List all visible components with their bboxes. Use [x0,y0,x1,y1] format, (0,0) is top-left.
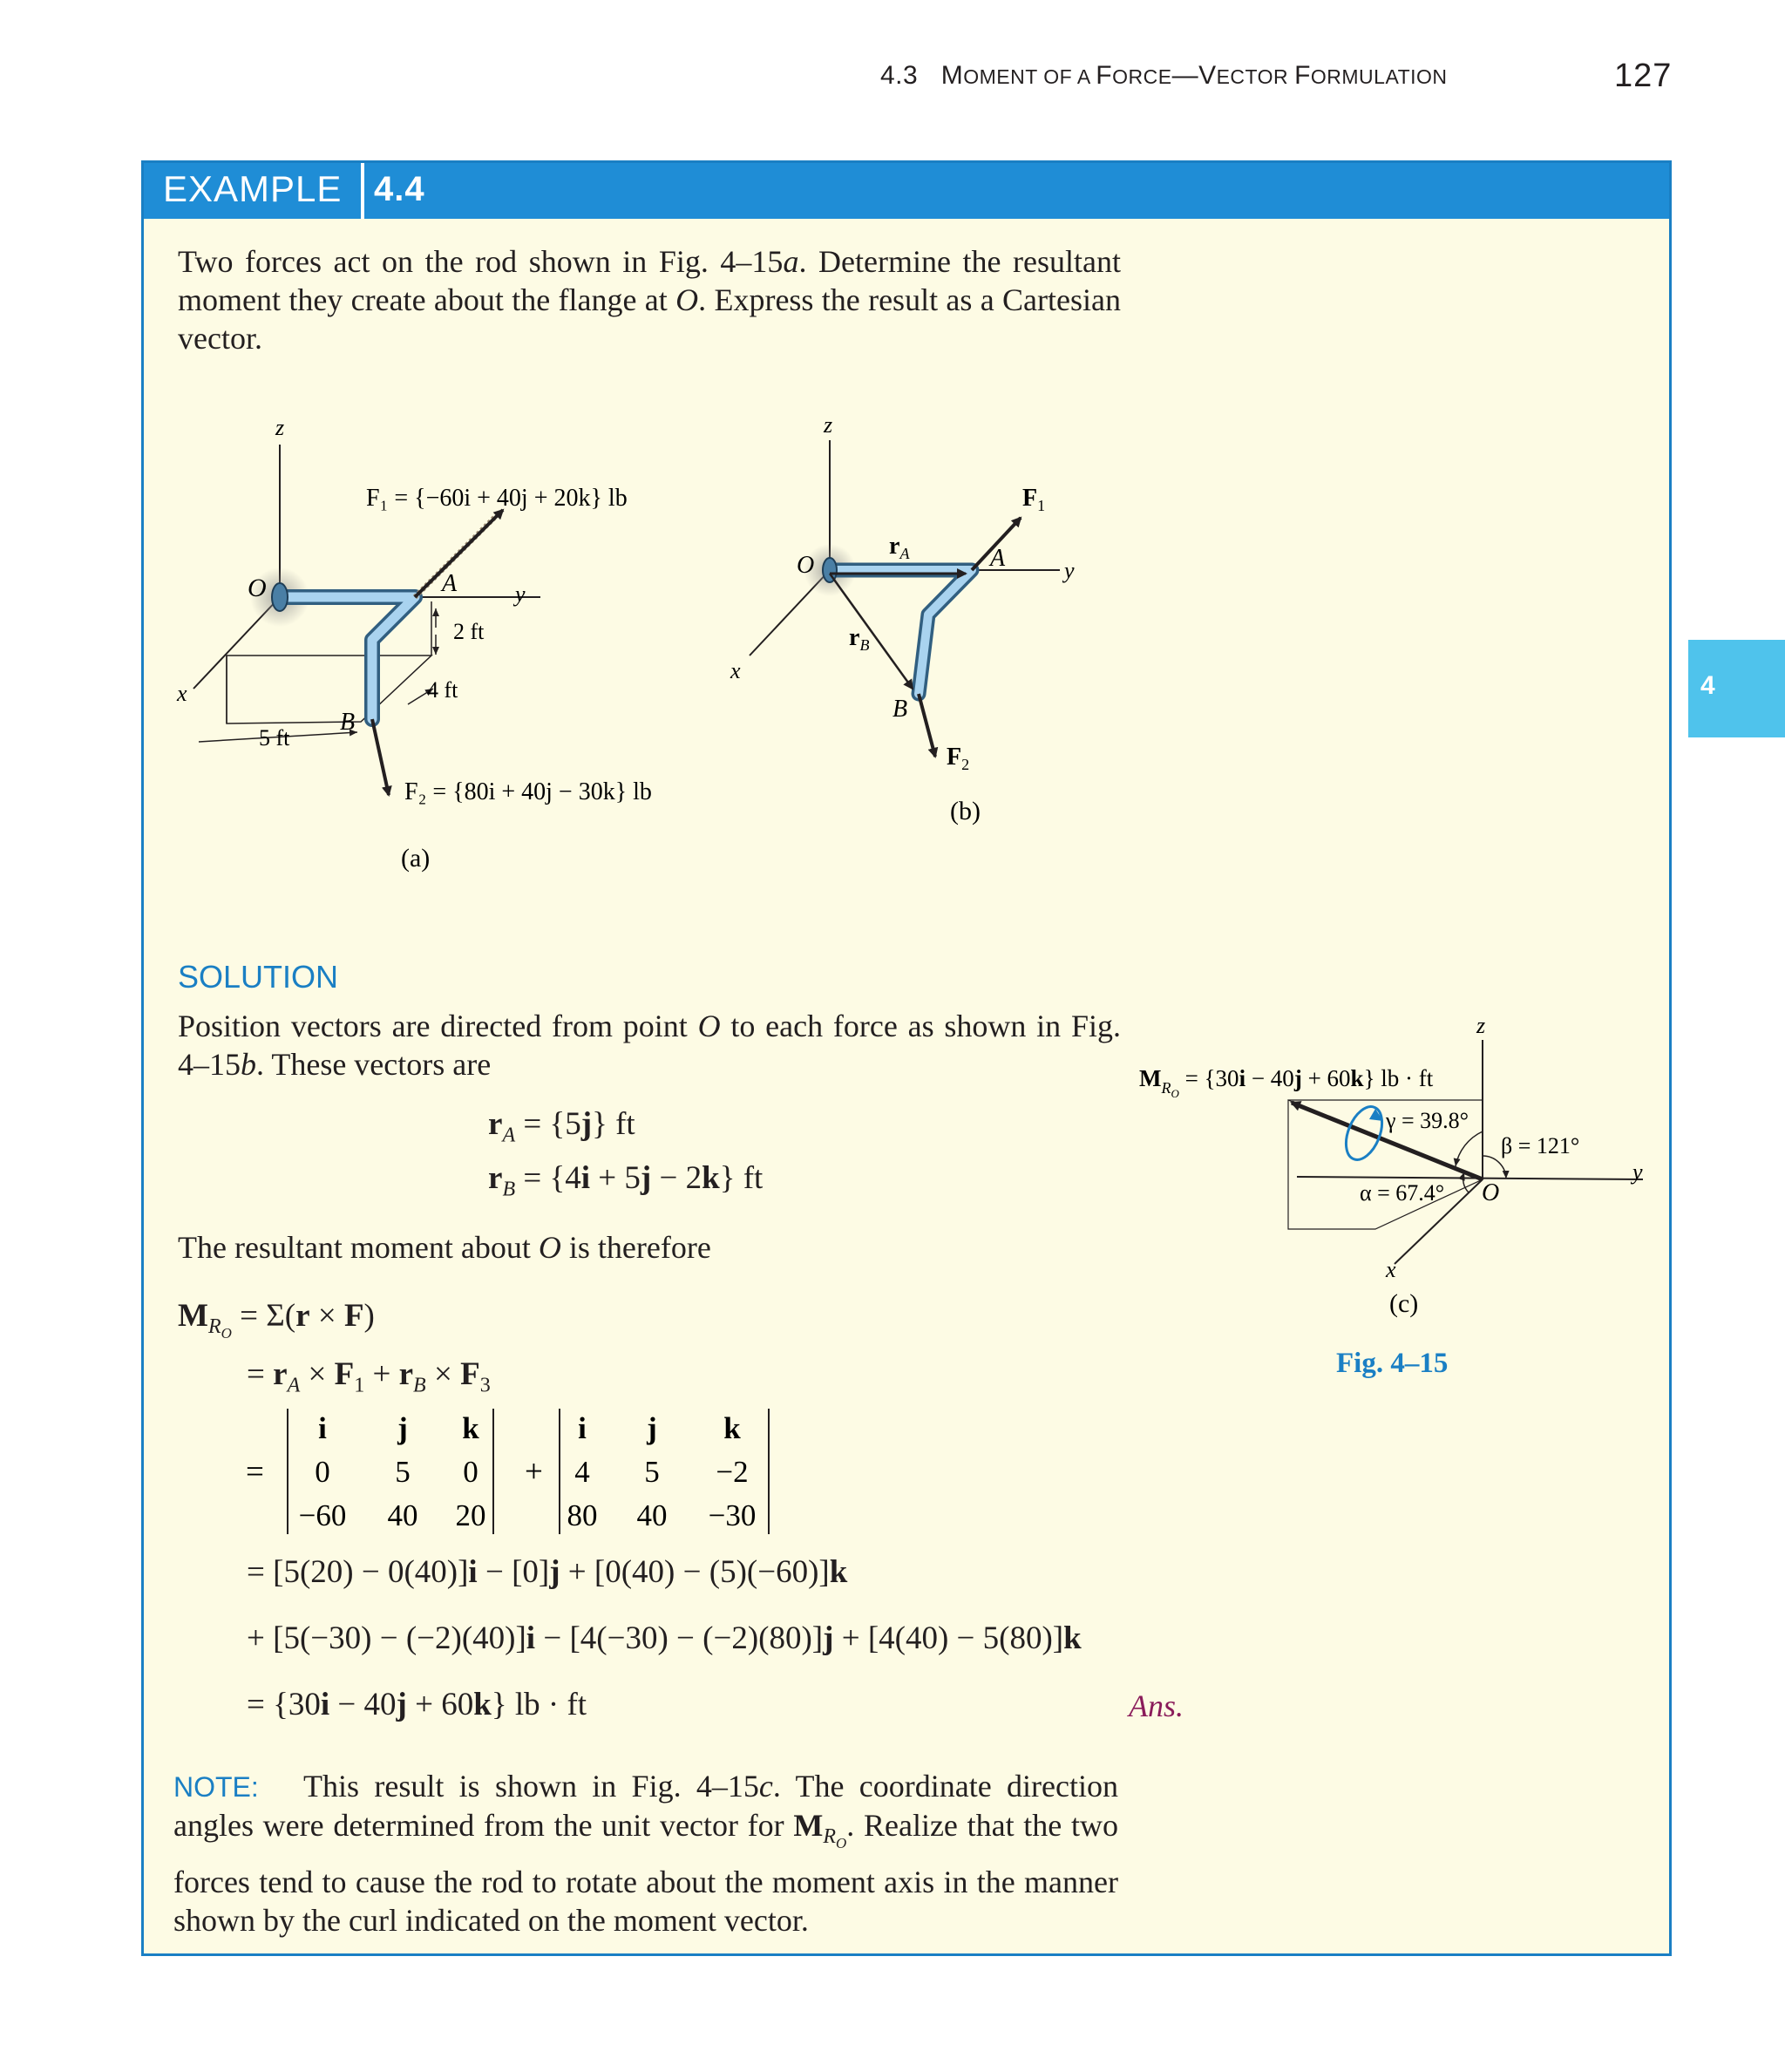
det2-cell: −2 [716,1455,749,1489]
note-paragraph: NOTE: This result is shown in Fig. 4–15c. The coordinate direction angles were determined from the unit vector for $M_{R_O}$. Realize that the two forces tend to cause the rod to rotate about the moment axis in the manner shown by the curl indicated on the moment vector. [173,1769,1118,1938]
det1-cell: −60 [298,1498,347,1532]
fig-c-beta: β = 121° [1501,1133,1580,1158]
page-number: 127 [1614,58,1673,94]
det2-cell: 40 [636,1498,668,1532]
det2-cell: −30 [708,1498,757,1532]
det2-cell: j [647,1411,657,1445]
note-label: NOTE: [173,1771,259,1803]
det1-cell: 0 [463,1455,478,1489]
fig-b-point-A: A [990,545,1006,572]
fig-b-axis-y: y [1064,558,1075,583]
fig-a-force-F2: F₂ = {80i + 40j − 30k} lb [404,778,652,805]
fig-a-force-F1: F₁ = {−60i + 40j + 20k} lb [366,485,628,512]
fig-a-caption: (a) [401,844,431,873]
eq-rB: $r_B = \{4i + 5j - 2k\}$ ft [488,1160,764,1201]
det2-cell: k [723,1411,741,1445]
det-plus: + [525,1454,543,1490]
fig-b-point-B: B [892,696,908,723]
det1-cell: 0 [315,1455,330,1489]
resultant-intro: The resultant moment about O is therefore [178,1230,711,1265]
fig-a-dim-2ft: 2 ft [453,619,485,644]
fig-c-axis-x: x [1386,1257,1396,1282]
eq-moment-def: $M_{R_O} = \Sigma(r \times F)$ [178,1298,375,1342]
fig-b-point-O: O [797,552,815,579]
fig-b-vec-rB: $r_B$ [849,624,870,654]
fig-c-alpha: α = 67.4° [1360,1180,1445,1206]
example-number: 4.4 [374,170,425,208]
fig-c-axis-z: z [1476,1013,1486,1038]
eq-rA: $r_A = \{5j\}$ ft [488,1106,635,1147]
answer-marker: Ans. [1129,1688,1184,1723]
section-title: MOMENT OF A FORCE—VECTOR FORMULATION [940,61,1448,90]
fig-a-axis-z: z [275,415,285,440]
fig-a-dim-5ft: 5 ft [259,725,290,751]
solution-heading: SOLUTION [178,959,339,995]
solution-text: Position vectors are directed from point O to each force as shown in Fig. 4–15b. These vectors are [178,1009,1121,1082]
problem-statement: Two forces act on the rod shown in Fig. 4–15a. Determine the resultant moment they create about the flange at O. Express the result as a Cartesian vector. [178,244,1121,356]
det2-cell: i [578,1411,587,1445]
eq-expansion-2: + [5(−30) − (−2)(40)]i − [4(−30) − (−2)(80)]j + [4(40) − 5(80)]k [247,1620,1082,1656]
figure-a [176,415,652,873]
figure-caption: Fig. 4–15 [1336,1348,1449,1379]
eq-moment-sum: = $r_A \times F_1 + r_B \times F_3$ [247,1356,491,1397]
fig-a-point-B: B [340,709,356,736]
fig-a-point-A: A [442,570,458,597]
fig-c-gamma: γ = 39.8° [1386,1108,1469,1133]
fig-b-vec-rA: $r_A$ [889,533,910,562]
figure-b [730,412,1075,825]
fig-a-axis-x: x [177,681,187,706]
fig-b-force-F1: $F_1$ [1022,485,1046,514]
det1-cell: k [462,1411,479,1445]
det1-cell: i [318,1411,327,1445]
fig-b-axis-x: x [730,658,741,683]
fig-c-moment-label: $M_RO = \{30i - 40j + 60k\}$ lb · ft [1139,1065,1434,1100]
fig-b-axis-z: z [824,412,833,438]
fig-a-axis-y: y [515,581,526,607]
fig-c-caption: (c) [1389,1289,1419,1318]
chapter-thumb-tab: 4 [1688,640,1785,737]
fig-b-force-F2: $F_2$ [947,744,970,773]
det1-cell: 20 [455,1498,486,1532]
det1-cell: 40 [387,1498,418,1532]
fig-b-caption: (b) [950,797,981,825]
det-equals: = [246,1454,264,1490]
det2-cell: 4 [574,1455,590,1489]
det2-cell: 80 [567,1498,598,1532]
eq-result: = {30i − 40j + 60k} lb · ft [247,1687,587,1722]
example-label: EXAMPLE [163,168,343,209]
fig-c-point-O: O [1482,1179,1500,1206]
det2-cell: 5 [644,1455,660,1489]
det1-cell: j [397,1411,408,1445]
figure-c [1139,1013,1643,1318]
det1-cell: 5 [395,1455,411,1489]
eq-expansion-1: = [5(20) − 0(40)]i − [0]j + [0(40) − (5)(−60)]k [247,1554,848,1590]
fig-c-axis-y: y [1632,1159,1643,1185]
fig-a-point-O: O [248,574,267,602]
determinant-expression [235,1403,793,1543]
fig-a-dim-4ft: 4 ft [427,677,458,703]
section-number: 4.3 [880,61,919,90]
